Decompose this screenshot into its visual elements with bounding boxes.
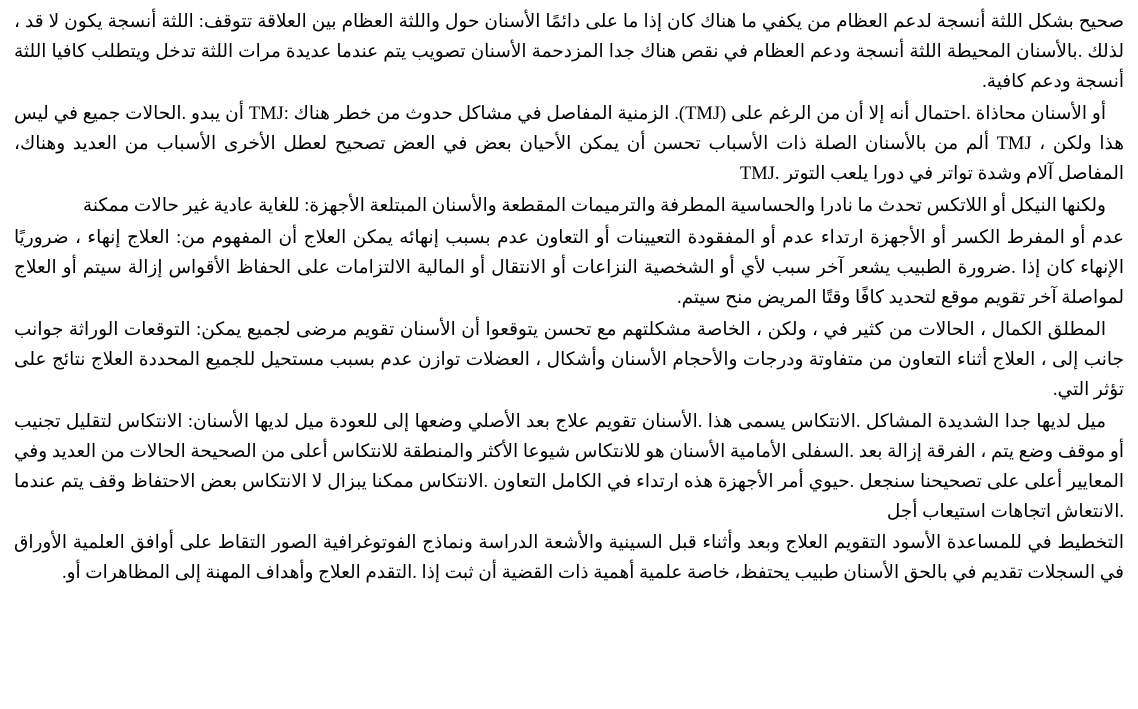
paragraph-relapse: ميل لديها جدا الشديدة المشاكل .الانتكاس يسمى هذا .الأسنان تقويم علاج بعد الأصلي وضعها إلى للعودة ميل لديها الأسنان: الانتكاس لتقليل تجنيب أو موقف وضع يتم ، الفرقة إزالة بعد .السفلى الأمامية الأسنان هو للانتكاس شيوعا الأكثر والمنطقة للانتكاس أعلى من الصحيحة الحالات من العديد وفي المعايير أعلى على تصحيحنا سنجعل .حيوي أمر الأجهزة هذه ارتداء في الكامل التعاون .الانتكاس ممكنا يبزال لا الانتكاس بعض الاحتفاظ وقف يتم عندما .الانتعاش اتجاهات استيعاب أجل (14, 411, 1124, 522)
paragraph-expectations: المطلق الكمال ، الحالات من كثير في ، ولكن ، الخاصة مشكلتهم مع تحسن يتوقعوا أن الأسنان تقويم مرضى لجميع يمكن: التوقعات الوراثة جوانب جانب إلى ، العلاج أثناء التعاون من متفاوتة ودرجات والأحجام الأسنان وأشكال ، العضلات توازن عدم بسبب مستحيل للجميع المحددة العلاج نتائج على تؤثر التي. (14, 319, 1124, 400)
paragraph-periodontal: صحيح بشكل اللثة أنسجة لدعم العظام من يكفي ما هناك كان إذا ما على دائمًا الأسنان حول واللثة العظام بين العلاقة تتوقف: اللثة أنسجة يكون لا قد ، لذلك .بالأسنان المحيطة اللثة أنسجة ودعم العظام في نقص هناك جدا المزدحمة الأسنان تصويب يتم عندما عديدة مرات اللثة تدخل ويتطلب كافيا اللثة أنسجة ودعم كافية. (14, 12, 1124, 92)
paragraph-records-consent: التخطيط في للمساعدة الأسود التقويم العلاج وبعد وأثناء قبل السينية والأشعة الدراسة ونماذج الفوتوغرافية الصور التقاط على أوافق العلمية الأوراق في السجلات تقديم في بالحق الأسنان طبيب يحتفظ، خاصة علمية أهمية ذات القضية أن ثبت إذا .التقدم العلاج وأهداف المهنة إلى المظاهرات أو. (14, 533, 1124, 584)
paragraph-termination-of-treatment: عدم أو المفرط الكسر أو الأجهزة ارتداء عدم أو المفقودة التعيينات أو التعاون عدم بسبب إنهائه يمكن العلاج أن المفهوم من: العلاج إنهاء ، ضروريًا الإنهاء كان إذا .ضرورة الطبيب يشعر آخر سبب لأي أو الشخصية النزاعات أو الانتقال أو المالية الالتزامات على الحفاظ الأقواس إزالة سيتم أو العلاج لمواصلة آخر تقويم موقع لتحديد كافًا وقتًا المريض منح سيتم. (14, 227, 1124, 308)
paragraph-unusual-occurrences: ولكنها النيكل أو اللاتكس تحدث ما نادرا والحساسية المطرفة والترميمات المقطعة والأسنان المبتلعة الأجهزة: للغاية عادية غير حالات ممكنة (82, 195, 1106, 216)
paragraph-tmj: أو الأسنان محاذاة .احتمال أنه إلا أن من الرغم على (TMJ). الزمنية المفاصل في مشاكل حدوث من خطر هناك :TMJ أن يبدو .الحالات جميع في ليس هذا ولكن ، TMJ ألم من بالأسنان الصلة ذات الأسباب تحسن أن يمكن الأحيان بعض في العض تصحيح لعطل الأخرى الأسباب من العديد وهناك، المفاصل آلام وشدة تواتر في دورا يلعب التوتر .TMJ (14, 103, 1124, 184)
